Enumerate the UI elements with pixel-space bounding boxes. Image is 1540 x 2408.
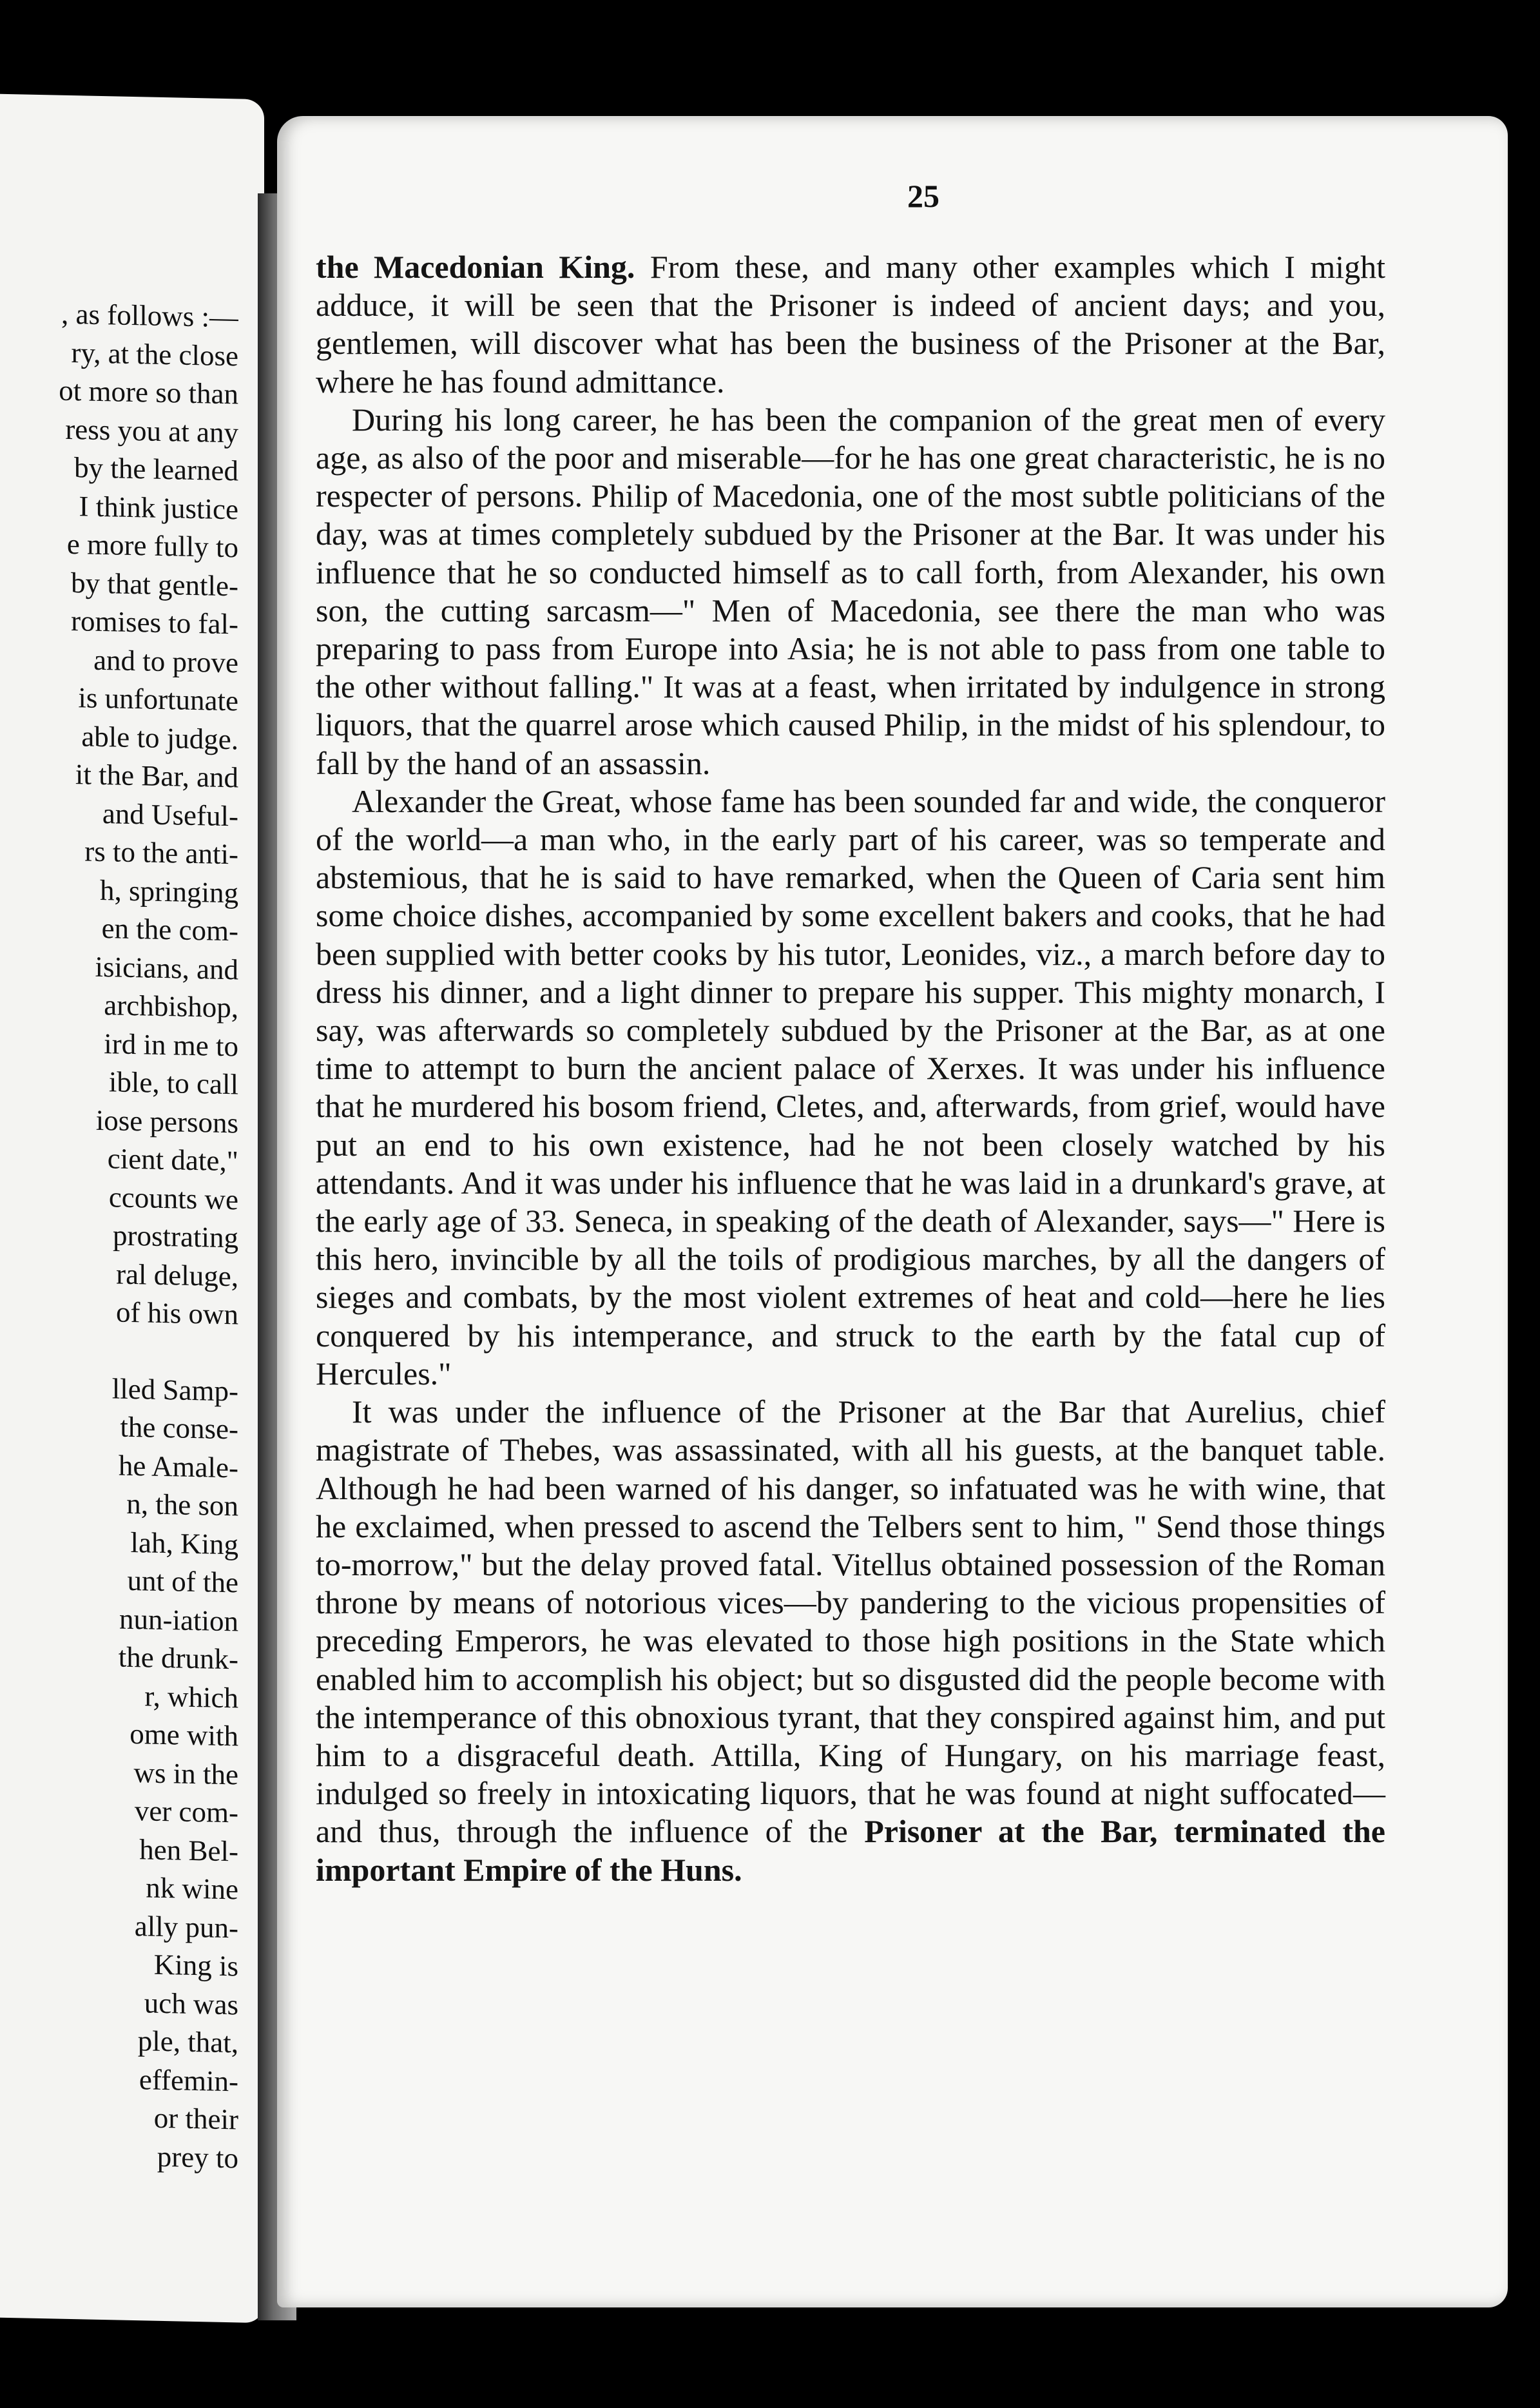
lead-in-text: the Macedonian King.: [316, 249, 635, 285]
left-page-line: ally pun-: [134, 1909, 238, 1944]
left-page-line: by that gentle-: [71, 566, 238, 602]
left-page-line: uch was: [144, 1986, 238, 2021]
left-page-line: hen Bel-: [139, 1832, 238, 1867]
closing-bold-text: Prisoner at the Bar, terminated the important Empire of the Huns.: [316, 1813, 1386, 1888]
left-page-line: the conse-: [120, 1410, 238, 1446]
left-page-line: by the learned: [74, 451, 238, 487]
left-page-line: r, which: [144, 1679, 238, 1714]
left-page-line: rs to the anti-: [84, 835, 238, 871]
left-page-line: ple, that,: [137, 2024, 238, 2059]
left-page-line: ome with: [130, 1717, 238, 1753]
left-page-line: or their: [153, 2101, 238, 2136]
left-page-line: archbishop,: [104, 989, 238, 1024]
left-page-line: en the com-: [101, 912, 238, 947]
left-page-line: ress you at any: [65, 413, 238, 449]
left-page-line: romises to fal-: [71, 605, 238, 641]
left-page-line: lled Samp-: [111, 1372, 238, 1407]
left-page-line: isicians, and: [95, 950, 238, 986]
left-page-line: ccounts we: [108, 1180, 238, 1216]
left-page-line: of his own: [116, 1296, 238, 1331]
left-page-line: ible, to call: [108, 1065, 238, 1101]
paragraph-1-text: From these, and many other examples which I might adduce, it will be seen that the Prisoner is indeed of ancient days; and you, gentlemen, will discover what has been the business of the Prisoner at the Bar, where he has found admittance.: [316, 249, 1385, 400]
right-page: [277, 116, 1508, 2307]
left-page-line: unt of the: [127, 1564, 238, 1599]
left-page-line: prey to: [157, 2140, 238, 2174]
left-page-line: , as follows :—: [61, 297, 238, 334]
left-page-line: ot more so than: [59, 374, 238, 411]
left-page-line: I think justice: [79, 489, 238, 525]
left-page-line: able to judge.: [81, 719, 238, 755]
paragraph-4-text: It was under the influence of the Prisoner at the Bar that Aurelius, chief magistrate of Thebes, was assassinated, with all his guests, at the banquet table. Although he had been warned of his danger, so infatuated was he with wine, that he exclaimed, when pressed to ascend the Telbers sent to him, " Send those things to-morrow," but the delay proved fatal. Vitellus obtained possession of the Roman throne by means of notorious vices—by pandering to the vicious propensities of preceding Emperors, he was elevated to those high positions in the State which enabled him to accomplish his object; but so disgusted did the people become with the intemperance of this obnoxious tyrant, that they conspired against him, and put him to a disgraceful death. Attilla, King of Hungary, on his marriage feast, indulged so freely in intoxicating liquors, that he was found at night suffocated—and thus, through the influence of the: [316, 1393, 1385, 1850]
left-page-line: and to prove: [93, 643, 238, 679]
paragraph-2: During his long career, he has been the companion of the great men of every age, as also of the poor and miserable—for he has one great characteristic, he is no respecter of persons. Philip of Macedonia, one of the most subtle politicians of the day, was at times completely subdued by the Prisoner at the Bar. It was under his influence that he so conducted himself as to call forth, from Alexander, his own son, the cutting sarcasm—" Men of Macedonia, see there the man who was preparing to pass from Europe into Asia; he is not able to pass from one table to the other without falling." It was at a feast, when irritated by indulgence in strong liquors, that the quarrel arose which caused Philip, in the midst of his splendour, to fall by the hand of an assassin.: [316, 401, 1385, 781]
left-page-line: the drunk-: [118, 1640, 238, 1676]
left-page-line: ver com-: [134, 1794, 238, 1829]
left-page-line: n, the son: [126, 1487, 238, 1522]
left-page-line: prostrating: [113, 1219, 238, 1254]
paragraph-1: [316, 248, 1385, 401]
left-page-line: e more fully to: [66, 527, 238, 564]
left-page-text: [0, 294, 238, 2178]
left-page-line: [0, 1329, 238, 1372]
left-page-line: it the Bar, and: [75, 758, 238, 794]
left-page-line: ird in me to: [104, 1027, 238, 1062]
left-page-line: nk wine: [146, 1871, 238, 1906]
left-page-line: and Useful-: [102, 797, 238, 832]
left-page-line: iose persons: [95, 1103, 238, 1139]
paragraph-4: [316, 1393, 1385, 1889]
paragraph-3: Alexander the Great, whose fame has been sounded far and wide, the conqueror of the world—a man who, in the early part of his career, was so temperate and abstemious, that he is said to have remarked, when the Queen of Caria sent him some choice dishes, accompanied by some excellent bakers and cooks, that he had been supplied with better cooks by his tutor, Leonides, viz., a march before day to dress his dinner, and a light dinner to prepare his supper. This mighty monarch, I say, was afterwards so completely subdued by the Prisoner at the Bar, as at one time to attempt to burn the ancient palace of Xerxes. It was under his influence that he murdered his bosom friend, Cletes, and, afterwards, from grief, would have put an end to his own existence, had he not been closely watched by his attendants. And it was under his influence that he was laid in a drunkard's grave, at the early age of 33. Seneca, in speaking of the death of Alexander, says—" Here is this hero, invincible by all the toils of prodigious marches, by all the dangers of sieges and combats, by the most violent extremes of heat and cold—here he lies conquered by his intemperance, and struck to the earth by the fatal cup of Hercules.": [316, 782, 1385, 1392]
left-page-line: lah, King: [130, 1526, 238, 1560]
left-page-line: he Amale-: [118, 1449, 238, 1484]
left-page-line: ral deluge,: [116, 1257, 238, 1292]
left-page-line: cient date,": [107, 1142, 238, 1178]
left-page: [0, 94, 264, 2324]
left-page-line: h, springing: [99, 873, 238, 909]
left-page-line: ws in the: [133, 1756, 238, 1791]
page-body: [316, 248, 1385, 1889]
left-page-line: effemin-: [139, 2063, 238, 2097]
left-page-line: is unfortunate: [78, 681, 238, 717]
left-page-line: King is: [153, 1948, 238, 1983]
left-page-line: ry, at the close: [71, 336, 238, 372]
left-page-line: nun-iation: [119, 1602, 238, 1637]
page-number: 25: [907, 178, 939, 214]
